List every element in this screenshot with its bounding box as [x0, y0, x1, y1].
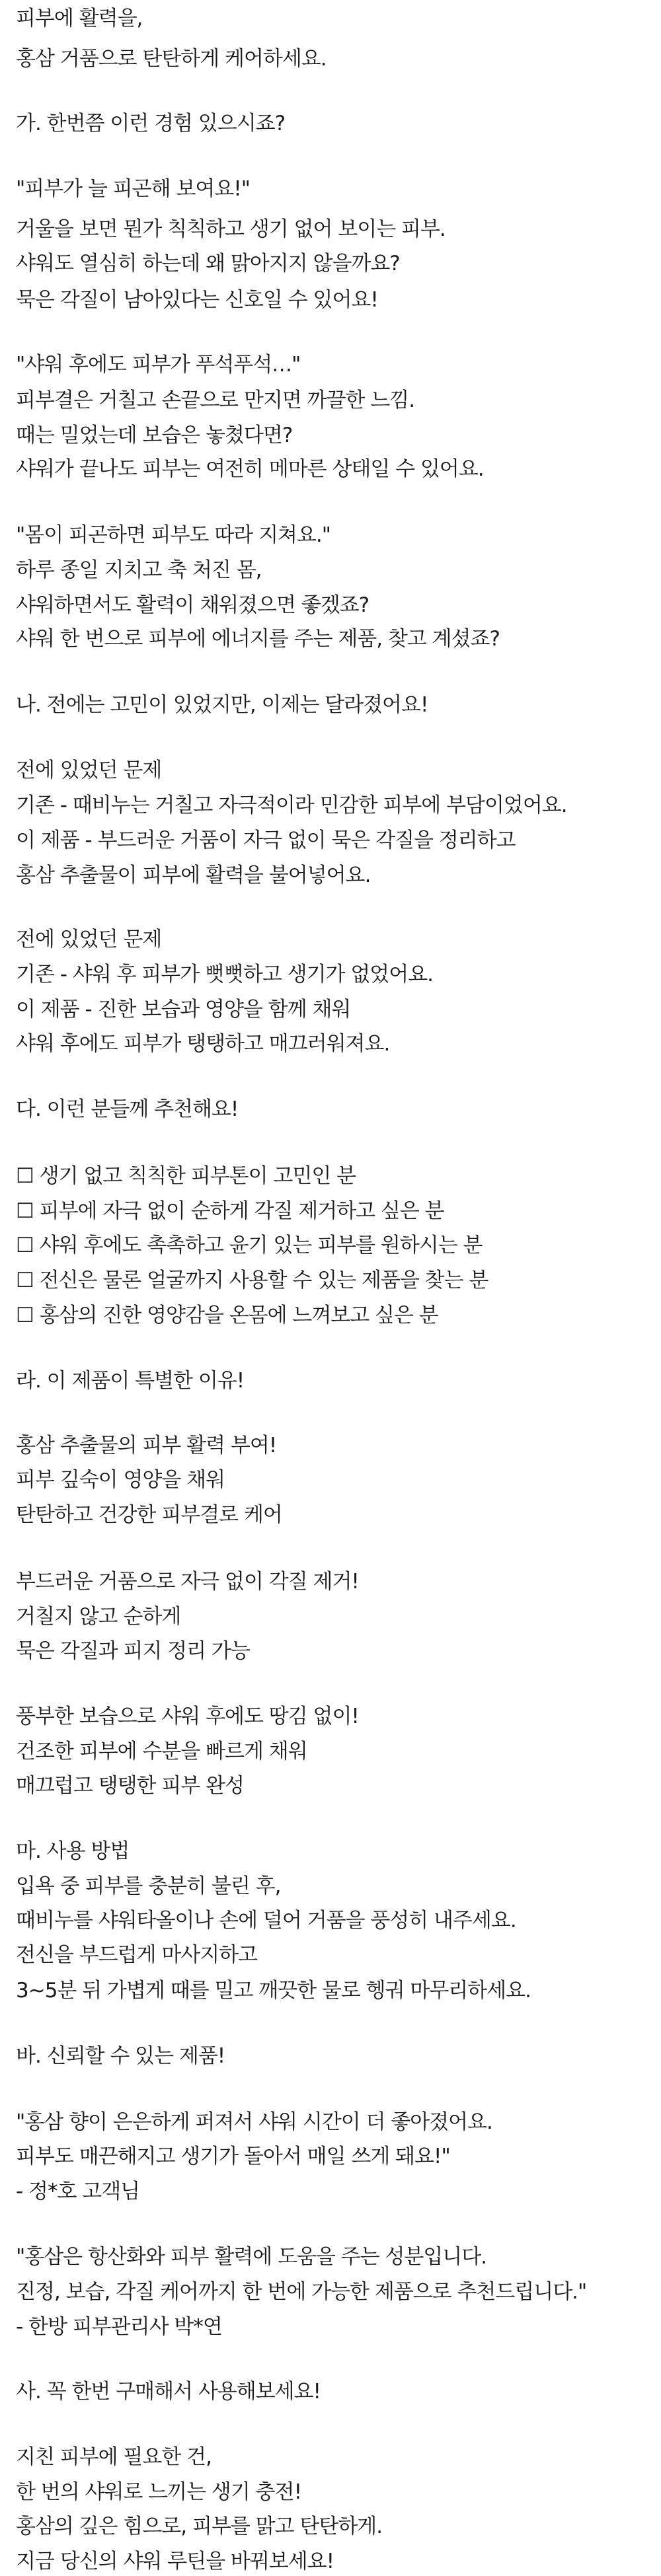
text-line-9: 피부결은 거칠고 손끝으로 만지면 까끌한 느낌. [16, 388, 415, 412]
text-line-28: ☐ 샤워 후에도 촉촉하고 윤기 있는 피부를 원하시는 분 [16, 1233, 483, 1257]
text-line-51: 진정, 보습, 각질 케어까지 한 번에 가능한 제품으로 추천드립니다." [16, 2280, 587, 2304]
text-line-54: 지친 피부에 필요한 건, [16, 2445, 212, 2469]
text-line-26: ☐ 생기 없고 칙칙한 피부톤이 고민인 분 [16, 1164, 356, 1188]
text-line-55: 한 번의 샤워로 느끼는 생기 충전! [16, 2480, 301, 2504]
text-line-39: 건조한 피부에 수분을 빠르게 채워 [16, 1740, 307, 1763]
text-line-25: 다. 이런 분들께 추천해요! [16, 1097, 239, 1121]
text-line-17: 전에 있었던 문제 [16, 758, 162, 782]
text-line-53: 사. 꼭 한번 구매해서 사용해보세요! [16, 2380, 321, 2404]
text-line-23: 이 제품 - 진한 보습과 영양을 함께 채워 [16, 998, 351, 1021]
text-line-31: 라. 이 제품이 특별한 이유! [16, 1369, 245, 1393]
text-line-22: 기존 - 샤워 후 피부가 뻣뻣하고 생기가 없었어요. [16, 963, 433, 986]
text-line-6: 샤워도 열심히 하는데 왜 맑아지지 않을까요? [16, 252, 400, 276]
text-line-18: 기존 - 때비누는 거칠고 자극적이라 민감한 피부에 부담이었어요. [16, 793, 567, 817]
text-line-52: - 한방 피부관리사 박*연 [16, 2315, 222, 2339]
text-line-35: 부드러운 거품으로 자극 없이 각질 제거! [16, 1570, 359, 1594]
text-line-11: 샤워가 끝나도 피부는 여전히 메마른 상태일 수 있어요. [16, 457, 484, 481]
text-line-57: 지금 당신의 샤워 루틴을 바꿔보세요! [16, 2550, 334, 2573]
text-line-46: 바. 신뢰할 수 있는 제품! [16, 2044, 225, 2068]
text-line-42: 입욕 중 피부를 충분히 불린 후, [16, 1874, 281, 1898]
text-line-15: 샤워 한 번으로 피부에 에너지를 주는 제품, 찾고 계셨죠? [16, 627, 500, 651]
text-line-45: 3~5분 뒤 가볍게 때를 밀고 깨끗한 물로 헹궈 마무리하세요. [16, 1979, 531, 2003]
text-line-21: 전에 있었던 문제 [16, 928, 162, 951]
text-line-14: 샤워하면서도 활력이 채워졌으면 좋겠죠? [16, 593, 369, 617]
text-line-16: 나. 전에는 고민이 있었지만, 이제는 달라졌어요! [16, 693, 428, 717]
text-line-41: 마. 사용 방법 [16, 1839, 130, 1863]
text-line-44: 전신을 부드럽게 마사지하고 [16, 1943, 258, 1967]
text-line-38: 풍부한 보습으로 샤워 후에도 땅김 없이! [16, 1705, 359, 1728]
text-line-34: 탄탄하고 건강한 피부결로 케어 [16, 1503, 282, 1527]
text-line-50: "홍삼은 항산화와 피부 활력에 도움을 주는 성분입니다. [16, 2245, 487, 2269]
text-line-5: 거울을 보면 뭔가 칙칙하고 생기 없어 보이는 피부. [16, 217, 446, 241]
text-line-32: 홍삼 추출물의 피부 활력 부여! [16, 1434, 277, 1457]
text-line-1: 피부에 활력을, [16, 7, 143, 30]
text-line-49: - 정*호 고객님 [16, 2180, 140, 2203]
text-line-29: ☐ 전신은 물론 얼굴까지 사용할 수 있는 제품을 찾는 분 [16, 1269, 488, 1292]
text-line-40: 매끄럽고 탱탱한 피부 완성 [16, 1774, 244, 1798]
text-line-8: "샤워 후에도 피부가 푸석푸석…" [16, 353, 301, 377]
text-line-12: "몸이 피곤하면 피부도 따라 지쳐요." [16, 523, 331, 547]
text-line-7: 묵은 각질이 남아있다는 신호일 수 있어요! [16, 288, 378, 312]
text-line-24: 샤워 후에도 피부가 탱탱하고 매끄러워져요. [16, 1032, 390, 1056]
text-line-19: 이 제품 - 부드러운 거품이 자극 없이 묵은 각질을 정리하고 [16, 828, 516, 852]
text-line-27: ☐ 피부에 자극 없이 순하게 각질 제거하고 싶은 분 [16, 1199, 444, 1223]
text-line-47: "홍삼 향이 은은하게 퍼져서 샤워 시간이 더 좋아졌어요. [16, 2110, 492, 2134]
text-line-37: 묵은 각질과 피지 정리 가능 [16, 1639, 250, 1663]
text-line-56: 홍삼의 깊은 힘으로, 피부를 맑고 탄탄하게. [16, 2515, 383, 2538]
text-line-10: 때는 밀었는데 보습은 놓쳤다면? [16, 423, 293, 447]
text-line-36: 거칠지 않고 순하게 [16, 1605, 181, 1629]
text-line-3: 가. 한번쯤 이런 경험 있으시죠? [16, 112, 286, 135]
text-line-4: "피부가 늘 피곤해 보여요!" [16, 177, 250, 201]
text-line-33: 피부 깊숙이 영양을 채워 [16, 1468, 225, 1492]
text-line-2: 홍삼 거품으로 탄탄하게 케어하세요. [16, 47, 327, 71]
text-line-48: 피부도 매끈해지고 생기가 돌아서 매일 쓰게 돼요!" [16, 2145, 450, 2168]
text-line-20: 홍삼 추출물이 피부에 활력을 불어넣어요. [16, 864, 371, 887]
text-line-30: ☐ 홍삼의 진한 영양감을 온몸에 느껴보고 싶은 분 [16, 1304, 438, 1327]
text-line-13: 하루 종일 지치고 축 처진 몸, [16, 558, 262, 582]
text-line-43: 때비누를 샤워타올이나 손에 덜어 거품을 풍성히 내주세요. [16, 1909, 516, 1932]
